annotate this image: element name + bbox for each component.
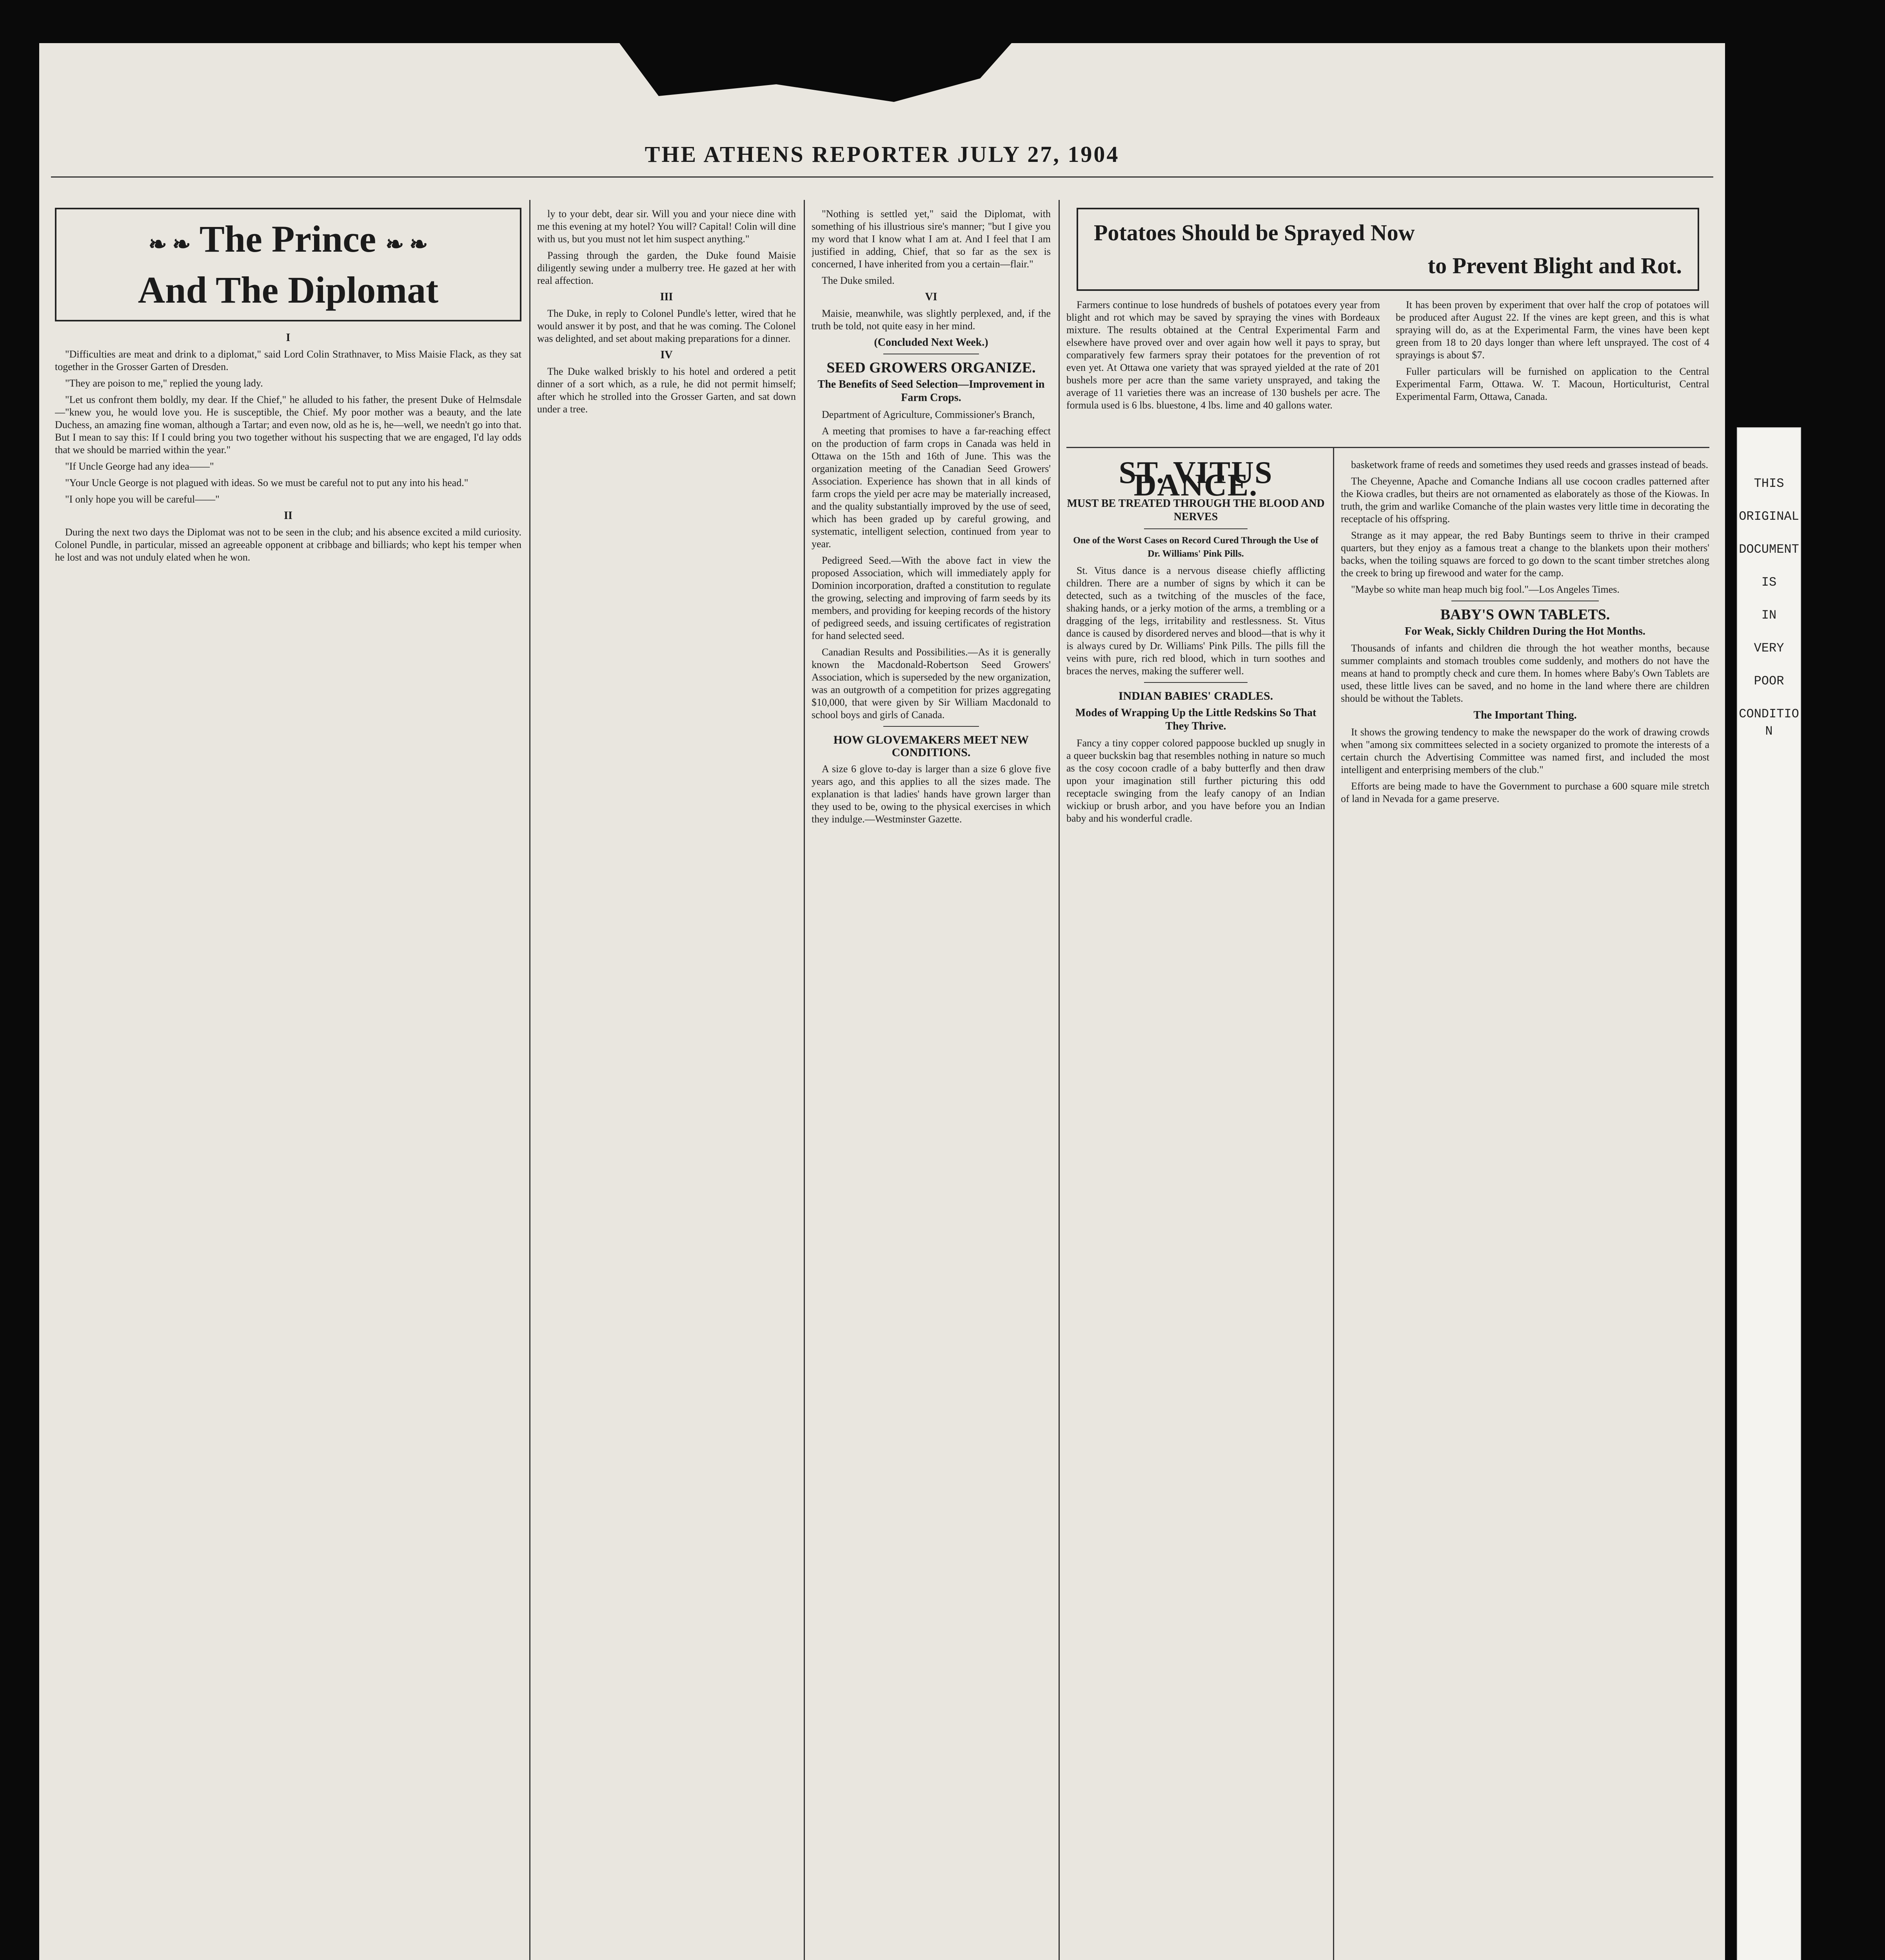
paragraph: Strange as it may appear, the red Baby Buntings seem to thrive in their cramped quarters, but they enjoy as a famous treat a change to the blankets upon their mothers' backs, when the toiling squaws are forced to go down to the scant timber stretches along the creek to bring up firewood and water for the camp. (1341, 530, 1709, 579)
torn-edge (619, 43, 1012, 102)
paragraph: "Nothing is settled yet," said the Diplomat, with something of his illustrious sire's manner; "but I give you my word that I know what I am at. And I feel that I am justified in adding, Chief, that so far as the sex is concerned, I have inherited from you a certain—flair." (812, 208, 1051, 270)
paragraph: Thousands of infants and children die through the hot weather months, because summer complaints and stomach troubles come suddenly, and mothers do not have the means at hand to promptly check and cure them. In homes where Baby's Own Tablets are used, these little lives can be saved, and no home in the land where there are children should be without the Tablets. (1341, 642, 1709, 704)
potatoes-title-line1: Potatoes Should be Sprayed Now (1094, 220, 1415, 245)
prince-column (55, 208, 521, 1960)
potatoes-headline-box (1077, 208, 1699, 291)
paragraph: "Difficulties are meat and drink to a diplomat," said Lord Colin Strathnaver, to Miss Maisie Flack, as they sat together in the Grosser Garten of Dresden. (55, 348, 521, 372)
paragraph: "They are poison to me," replied the young lady. (65, 377, 263, 389)
paragraph: It has been proven by experiment that over half the crop of potatoes will be produced after August 22. If the vines are kept green, and this is what spraying will do, as at the Experimental Farm, the vines have been kept green from 18 to 20 days longer than where left unsprayed. The cost of 4 sprayings is about $7. (1396, 299, 1709, 361)
note-word: CONDITION (1739, 707, 1799, 739)
divider (883, 726, 979, 727)
paragraph: Pedigreed Seed.—With the above fact in view the proposed Association, which will immediately apply for Dominion incorporation, drafted a constitution to regulate the growing, selecting and improving of farm seeds by its members, and providing for keeping records of the history of pedigreed seeds, and issuing certificates of registration for hand selected seed. (812, 555, 1051, 641)
paragraph: During the next two days the Diplomat was not to be seen in the club; and his absence excited a mild curiosity. Colonel Pundle, in particular, missed an agreeable opponent at cribbage and billiards; who kept his temper when he lost and was not unduly elated when he won. (55, 526, 521, 563)
stvitus-subheadline-2: One of the Worst Cases on Record Cured Through the Use of Dr. Williams' Pink Pills. (1073, 535, 1318, 559)
paragraph: "If Uncle George had any idea——" (65, 461, 214, 472)
note-word: IN (1761, 608, 1777, 622)
note-word: VERY (1754, 641, 1784, 655)
tablets-subheadline: For Weak, Sickly Children During the Hot Months. (1405, 625, 1645, 637)
note-word: POOR (1754, 674, 1784, 688)
seed-headline: SEED GROWERS ORGANIZE. (826, 359, 1036, 376)
tablets-headline: BABY'S OWN TABLETS. (1440, 606, 1610, 623)
note-word: ORIGINAL (1739, 509, 1799, 524)
prince-continued-column (537, 208, 796, 1960)
paragraph: "I only hope you will be careful——" (65, 494, 220, 505)
paragraph: Maisie, meanwhile, was slightly perplexed, and, if the truth be told, not quite easy in her mind. (812, 308, 1051, 332)
column-divider (804, 200, 805, 1960)
paragraph: Fancy a tiny copper colored pappoose buckled up snugly in a queer buckskin bag that resembles nothing in nature so much as the cosy cocoon cradle of a baby butterfly and then draw upon your imagination still further picturing this odd receptacle swinging from the leafy canopy of an Indian wickiup or brush arbor, and you have before you an Indian baby and his wonderful cradle. (1066, 737, 1325, 824)
paragraph: "Maybe so white man heap much big fool."—Los Angeles Times. (1351, 584, 1620, 595)
seed-subheadline: The Benefits of Seed Selection—Improvement in Farm Crops. (817, 378, 1045, 404)
stvitus-headline: ST. VITUS DANCE. (1119, 459, 1273, 503)
chapter-number: VI (925, 291, 937, 303)
note-word: DOCUMENT (1739, 542, 1799, 557)
note-word: THIS (1754, 476, 1784, 491)
mixed-column (812, 208, 1051, 1960)
column-divider (1059, 200, 1060, 1960)
chapter-number: IV (660, 349, 673, 361)
babies-subheadline: Modes of Wrapping Up the Little Redskins So That They Thrive. (1075, 707, 1317, 732)
stvitus-column (1066, 459, 1325, 1960)
paragraph: It shows the growing tendency to make the newspaper do the work of drawing crowds when "among six committees selected in a society organized to promote the interests of a certain church the Advertising Committee was named first, and included the most intelligent and enterprising members of the club." (1341, 726, 1709, 775)
paragraph: Department of Agriculture, Commissioner's Branch, (822, 409, 1035, 420)
chapter-number: I (286, 332, 291, 344)
prince-title-line2: And The Diplomat (138, 269, 439, 311)
column-divider (1333, 447, 1334, 1960)
column-divider (529, 200, 530, 1960)
chapter-number: III (660, 291, 673, 303)
prince-title-line1: The Prince (199, 218, 376, 260)
right-column (1341, 459, 1709, 1960)
paragraph: basketwork frame of reeds and sometimes they used reeds and grasses instead of beads. (1351, 459, 1709, 470)
masthead-rule (51, 176, 1713, 178)
potatoes-body (1066, 299, 1709, 443)
paragraph: "Your Uncle George is not plagued with ideas. So we must be careful not to put any into his head." (65, 477, 469, 488)
paragraph: Farmers continue to lose hundreds of bushels of potatoes every year from blight and rot which may be saved by spraying the vines with Bordeaux mixture. The results obtained at the Central Experimental Farm and elsewhere have proved over and over again how well it pays to spray, but comparatively few farmers spray their potatoes for the prevention of rot even yet. At Ottawa one variety that was sprayed yielded at the rate of 201 bushels more per acre than the same variety unsprayed, and taking the average of 11 varieties there was an increase of 130 bushels per acre. The formula used is 6 lbs. bluestone, 4 lbs. lime and 40 gallons water. (1066, 299, 1380, 411)
paragraph: The Duke smiled. (822, 275, 895, 286)
potatoes-article (1066, 208, 1709, 443)
paragraph: Canadian Results and Possibilities.—As it is generally known the Macdonald-Robertson Seed Growers' Association, which is superseded by the new organization, was an outgrowth of a competition for prizes aggregating $10,000, that were given by Sir William Macdonald to school boys and girls of Canada. (812, 646, 1051, 720)
section-rule (1066, 447, 1709, 448)
prince-headline-box (55, 208, 521, 321)
chapter-number: II (284, 510, 292, 522)
divider (1144, 682, 1248, 683)
paragraph: A size 6 glove to-day is larger than a size 6 glove five years ago, and this applies to all the sizes made. The explanation is that ladies' hands have grown larger than they used to be, owing to the physical exercises in which they indulge.—Westminster Gazette. (812, 763, 1051, 825)
divider (1144, 528, 1248, 529)
masthead: THE ATHENS REPORTER JULY 27, 1904 (645, 142, 1120, 167)
paragraph: St. Vitus dance is a nervous disease chiefly afflicting children. There are a number of signs by which it can be detected, such as a twitching of the muscles of the face, shaking hands, or a jerky motion of the arms, a trembling or a dragging of the legs, irritability and restlessness. St. Vitus dance is caused by disordered nerves and blood—that is why it is always cured by Dr. Williams' Pink Pills. The pills fill the veins with pure, rich red blood, which in turn soothes and braces the nerves, making the sufferer well. (1066, 565, 1325, 677)
potatoes-title-line2: to Prevent Blight and Rot. (1427, 253, 1682, 278)
paragraph: ly to your debt, dear sir. Will you and your niece dine with me this evening at my hotel? You will? Capital! Colin will dine with us, but you must not let him suspect anything." (537, 208, 796, 245)
note-word: IS (1761, 575, 1777, 590)
paragraph: The Cheyenne, Apache and Comanche Indians all use cocoon cradles patterned after the Kiowa cradles, but theirs are not ornamented as elaborately as those of the Kiowas. In truth, the grim and warlike Comanche of the plain wastes very little time in decorating the receptacle of his offspring. (1341, 475, 1709, 524)
important-thing-headline: The Important Thing. (1473, 709, 1577, 721)
paragraph: The Duke walked briskly to his hotel and ordered a petit dinner of a sort which, as a rule, he did not permit himself; after which he strolled into the Grosser Garten, and sat down under a tree. (537, 366, 796, 415)
paragraph: The Duke, in reply to Colonel Pundle's letter, wired that he would answer it by post, and that he was coming. The Colonel was delighted, and set about making preparations for a dinner. (537, 308, 796, 344)
newspaper-page (39, 43, 1725, 1960)
fleuron-icon: ❧ ❧ (148, 232, 191, 257)
condition-note-text (1738, 475, 1800, 756)
paragraph: Passing through the garden, the Duke found Maisie diligently sewing under a mulberry tree. He gazed at her with real affection. (537, 250, 796, 286)
condition-note (1737, 427, 1801, 1960)
paragraph: Efforts are being made to have the Government to purchase a 600 square mile stretch of land in Nevada for a game preserve. (1341, 780, 1709, 804)
paragraph: Fuller particulars will be furnished on application to the Central Experimental Farm, Ottawa. W. T. Macoun, Horticulturist, Central Experimental Farm, Ottawa, Canada. (1396, 366, 1709, 402)
story-end-note: (Concluded Next Week.) (874, 336, 988, 348)
glove-headline: HOW GLOVEMAKERS MEET NEW CONDITIONS. (833, 733, 1029, 759)
paragraph: "Let us confront them boldly, my dear. If the Chief," he alluded to his father, the present Duke of Helmsdale—"knew you, he would love you. He is susceptible, the Chief. My poor mother was a beauty, and the late Duchess, an amazing fine woman, although a Tartar; and even now, old as he is, he—well, we needn't go into that. But I mean to say this: If I could bring you two together without his suspecting that we are engaged, I'd lay odds that we should be married within the year." (55, 394, 521, 456)
fleuron-icon: ❧ ❧ (385, 232, 428, 257)
paragraph: A meeting that promises to have a far-reaching effect on the production of farm crops in Canada was held in Ottawa on the 15th and 16th of June. This was the organization meeting of the Canadian Seed Growers' Association. Experience has shown that in all kinds of farm crops the yield per acre may be materially increased, and the quality substantially improved by the use of seed, which has been graded up by careful growing, and systematic, intelligent selection, continued from year to year. (812, 425, 1051, 550)
stvitus-subheadline: MUST BE TREATED THROUGH THE BLOOD AND NERVES (1067, 497, 1325, 523)
babies-headline: INDIAN BABIES' CRADLES. (1118, 690, 1273, 702)
